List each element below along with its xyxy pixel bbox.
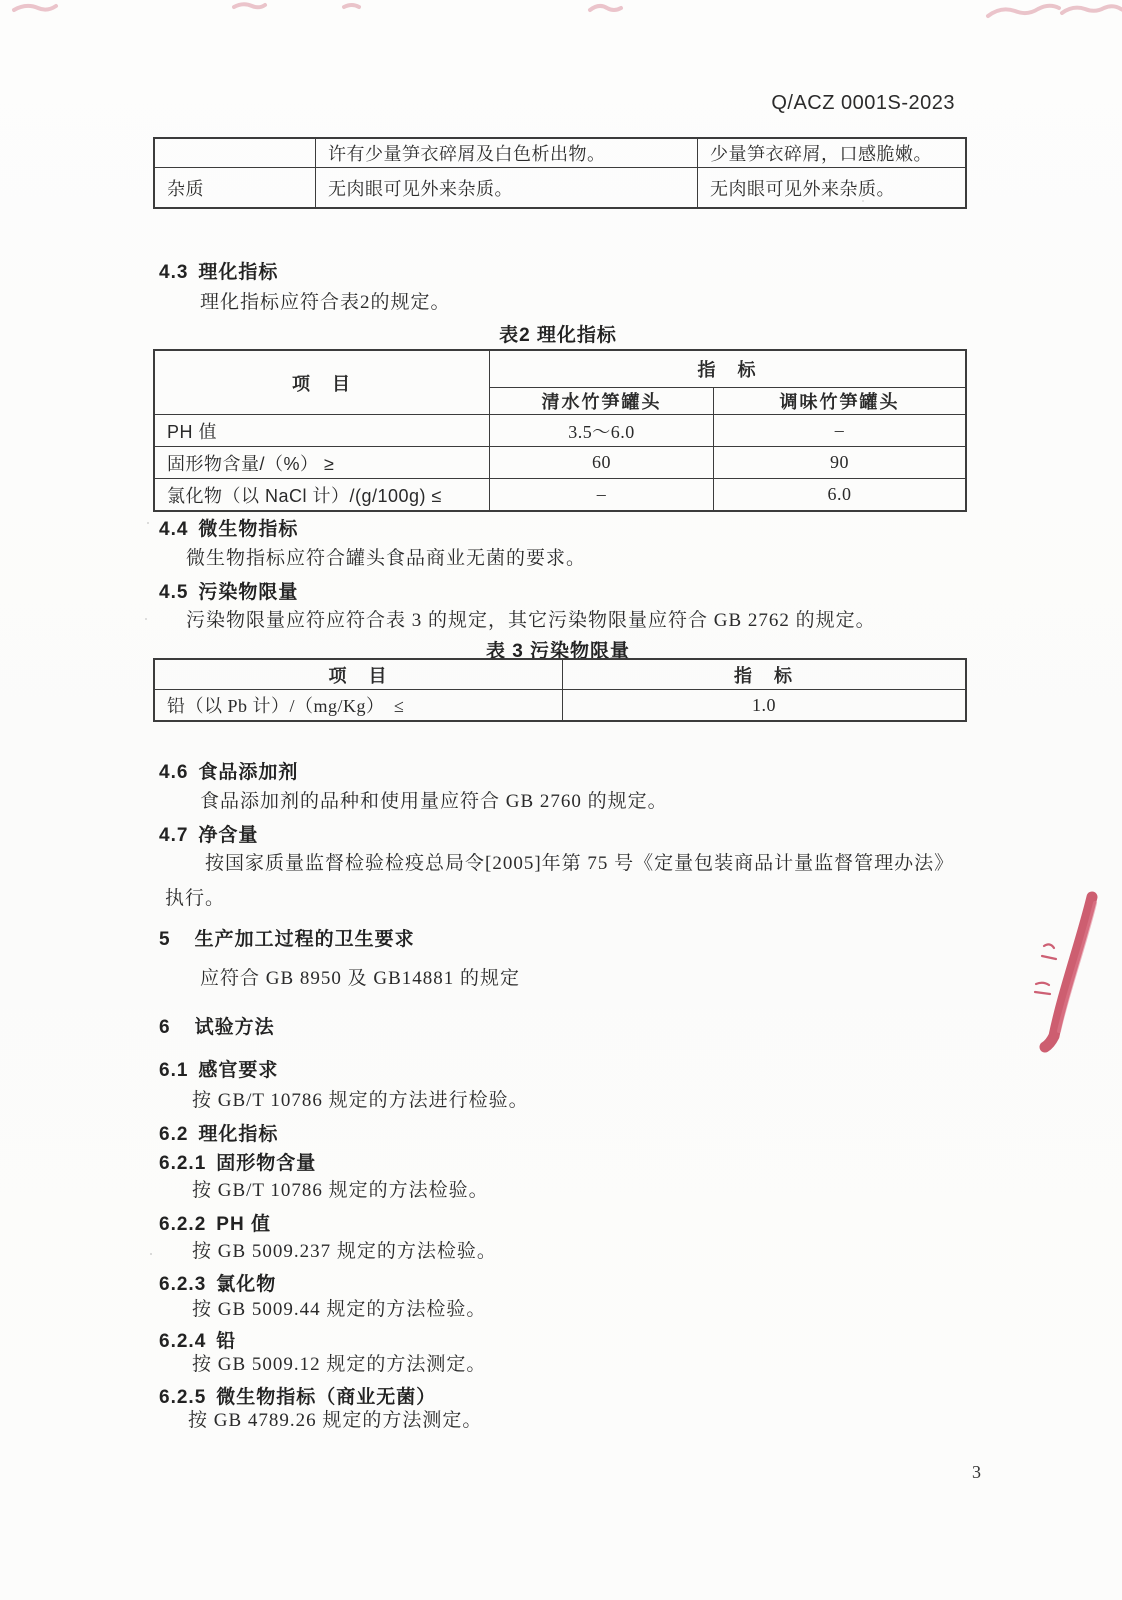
seal-rim-arc	[1045, 897, 1092, 1047]
table2-indicator-header: 指 标	[489, 351, 965, 387]
table2-row-value: –	[713, 414, 965, 446]
chapter-number: 5	[159, 929, 171, 950]
heading-4-5	[159, 577, 298, 604]
section-number: 4.3	[159, 262, 189, 283]
table2-row-value: 3.5～6.0	[489, 414, 713, 446]
heading-6-2-1	[159, 1148, 316, 1175]
pen-mark	[1062, 6, 1122, 13]
section-number: 6.2.4	[159, 1331, 207, 1352]
paragraph-6-2-5: 按 GB 4789.26 规定的方法测定。	[188, 1410, 483, 1431]
section-number: 6.2.1	[159, 1153, 207, 1174]
seal-rim-texture	[1059, 903, 1095, 1031]
section-number: 6.2.3	[159, 1274, 207, 1295]
heading-6	[159, 1012, 275, 1039]
table-cell: 杂质	[155, 167, 315, 207]
table2-caption: 表2 理化指标	[499, 325, 617, 346]
pen-mark	[988, 6, 1059, 16]
table2-row-item: 固形物含量/（%） ≥	[155, 446, 489, 478]
table2-item-header: 项 目	[292, 373, 352, 394]
top-edge-pen-marks	[14, 4, 1122, 16]
sensory-table-continued	[153, 137, 967, 209]
table2-row-item: 氯化物（以 NaCl 计）/(g/100g) ≤	[155, 478, 489, 510]
table2-row-value: 6.0	[713, 478, 965, 510]
table3-indicator-header: 指 标	[562, 660, 965, 689]
paragraph-4-6: 食品添加剂的品种和使用量应符合 GB 2760 的规定。	[200, 791, 668, 812]
table2-row-item: PH 值	[155, 414, 489, 446]
section-number: 4.5	[159, 582, 189, 603]
section-title: 微生物指标	[198, 519, 299, 540]
table3-row-item: 铅（以 Pb 计）/（mg/Kg） ≤	[155, 689, 562, 720]
paragraph-6-2-3: 按 GB 5009.44 规定的方法检验。	[192, 1299, 487, 1320]
paragraph-4-4: 微生物指标应符合罐头食品商业无菌的要求。	[186, 548, 587, 569]
section-title: PH 值	[216, 1214, 271, 1235]
heading-4-4	[159, 514, 298, 541]
table2-row-value: –	[489, 478, 713, 510]
paragraph-5: 应符合 GB 8950 及 GB14881 的规定	[200, 968, 521, 989]
section-title: 污染物限量	[198, 582, 299, 603]
chapter-title: 试验方法	[194, 1017, 275, 1038]
section-number: 4.6	[159, 762, 189, 783]
heading-4-6	[159, 757, 298, 784]
table2-subheader-plain: 清水竹笋罐头	[489, 387, 713, 414]
table3-row-value: 1.0	[562, 689, 965, 720]
page-number: 3	[972, 1462, 981, 1482]
table3-contaminants	[153, 658, 967, 722]
pen-mark	[234, 4, 265, 7]
section-title: 微生物指标（商业无菌）	[216, 1387, 437, 1408]
section-title: 食品添加剂	[198, 762, 299, 783]
chapter-number: 6	[159, 1017, 171, 1038]
table2-row-value: 60	[489, 446, 713, 478]
heading-4-7	[159, 820, 258, 847]
seal-inner-mark	[1035, 983, 1050, 994]
paragraph-4-5: 污染物限量应符应符合表 3 的规定，其它污染物限量应符合 GB 2762 的规定。	[186, 610, 876, 631]
section-number: 6.1	[159, 1060, 189, 1081]
table-cell: 少量笋衣碎屑，口感脆嫩。	[697, 139, 965, 167]
red-seal-stamp	[1035, 897, 1095, 1047]
heading-6-2-2	[159, 1209, 271, 1236]
section-title: 净含量	[198, 825, 259, 846]
pen-mark	[344, 5, 359, 7]
heading-5	[159, 924, 415, 951]
table-cell: 无肉眼可见外来杂质。	[315, 167, 697, 207]
heading-4-3	[159, 257, 278, 284]
section-title: 理化指标	[198, 262, 279, 283]
chapter-title: 生产加工过程的卫生要求	[194, 929, 415, 950]
heading-6-2-4	[159, 1326, 236, 1353]
scan-specks	[147, 522, 149, 524]
table2-physicochemical	[153, 349, 967, 512]
paragraph-4-7-line2: 执行。	[165, 888, 226, 909]
paragraph-4-7-line1: 按国家质量监督检验检疫总局令[2005]年第 75 号《定量包装商品计量监督管理办法》	[205, 853, 955, 874]
table-cell: 许有少量笋衣碎屑及白色析出物。	[315, 139, 697, 167]
heading-6-2-5	[159, 1382, 436, 1409]
paragraph-6-2-4: 按 GB 5009.12 规定的方法测定。	[192, 1354, 487, 1375]
paragraph-6-1: 按 GB/T 10786 规定的方法进行检验。	[192, 1090, 529, 1111]
paragraph-6-2-2: 按 GB 5009.237 规定的方法检验。	[192, 1241, 497, 1262]
paragraph-6-2-1: 按 GB/T 10786 规定的方法检验。	[192, 1180, 489, 1201]
heading-6-1	[159, 1055, 278, 1082]
section-number: 6.2.2	[159, 1214, 207, 1235]
table-cell: 无肉眼可见外来杂质。	[697, 167, 965, 207]
seal-inner-mark	[1042, 944, 1056, 959]
table2-subheader-seasoned: 调味竹笋罐头	[713, 387, 965, 414]
table2-row-value: 90	[713, 446, 965, 478]
heading-6-2-3	[159, 1269, 276, 1296]
table3-caption: 表 3 污染物限量	[485, 641, 631, 662]
section-number: 4.7	[159, 825, 189, 846]
section-number: 4.4	[159, 519, 189, 540]
table3-item-header: 项 目	[328, 665, 389, 686]
section-title: 铅	[216, 1331, 237, 1352]
table-cell	[155, 139, 315, 167]
section-number: 6.2.5	[159, 1387, 207, 1408]
heading-6-2	[159, 1119, 278, 1146]
section-number: 6.2	[159, 1124, 189, 1145]
section-title: 感官要求	[198, 1060, 279, 1081]
pen-mark	[590, 6, 621, 10]
section-title: 理化指标	[198, 1124, 279, 1145]
standard-code: Q/ACZ 0001S-2023	[771, 92, 955, 114]
section-title: 固形物含量	[216, 1153, 317, 1174]
section-title: 氯化物	[216, 1274, 277, 1295]
pen-mark	[14, 6, 56, 10]
paragraph-4-3: 理化指标应符合表2的规定。	[200, 292, 451, 313]
